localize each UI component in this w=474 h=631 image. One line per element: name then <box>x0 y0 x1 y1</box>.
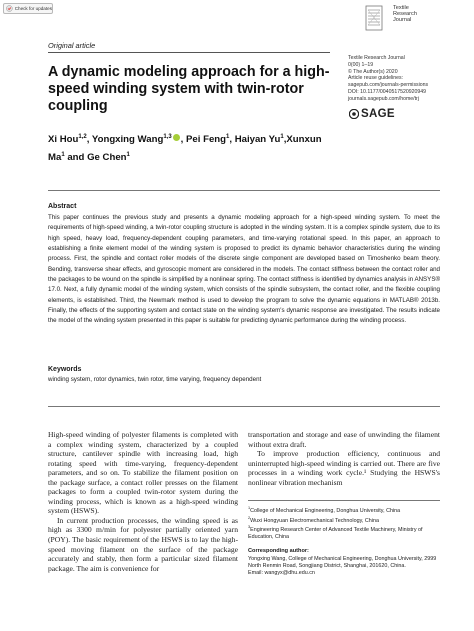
corresponding-author-address: Yongxing Wang, College of Mechanical Engineering, Donghua University, 2999 North Renmin Road, Songjiang District, Shanghai, 201620, China. <box>248 556 437 569</box>
footnote-divider <box>248 500 440 501</box>
author-name: Haiyan Yu <box>234 134 281 146</box>
journal-info-reuse: Article reuse guidelines: <box>348 75 404 82</box>
affiliation-text: College of Mechanical Engineering, Donghua University, China <box>250 507 401 514</box>
sage-logo-icon <box>349 109 359 119</box>
affiliation-marker: 1 <box>248 506 251 510</box>
author-affiliation-marker: 1,2 <box>78 134 87 140</box>
author-separator: , <box>86 134 92 146</box>
article-title: A dynamic modeling approach for a high-speed winding system with twin-rotor coupling <box>48 64 330 114</box>
author-affiliation-marker: 1 <box>61 151 65 158</box>
keywords-heading: Keywords <box>48 366 82 373</box>
affiliation-text: Engineering Research Center of Advanced Textile Machinery, Ministry of Education, China <box>248 527 423 541</box>
abstract-text: This paper continues the previous study and presents a dynamic modeling approach for a high-speed winding system. To meet the requirements of high-speed winding, a twin-rotor coupling structure is adopted in the winding system. It is a complex spindle system, due to its high speed, heavy load, frequency-dependent coupling parameters, and time-varying rotational speed. In this paper, an approach to establishing a finite element model of the winding system is proposed to predict its dynamic behavior characteristics during the winding process. First, the spindle and contact roller models of the discrete single component are developed based on Timoshenko beam theory. Bending, transverse shear effects, and gyroscopic moment are considered in the models. The contact stiffness between the contact roller and the packages to be wound on the spindle is simplified by a nonlinear spring. The contact stiffness is identified by dynamics analysis in ANSYS® 17.0. Next, a fully dynamic model of the winding system, which consists of the spindle subsystem, the contact roller, and the flexible coupling elements, is established. Third, the Newmark method is used to develop the program to solve the dynamic equations in MATLAB® 2013b. Finally, the effects of the supporting system and contact state on the winding system's dynamic response are investigated. The results indicate the model of the winding system presented in this paper is suitable for predicting dynamic performance during the winding process. <box>48 214 440 325</box>
orcid-icon[interactable] <box>173 134 180 141</box>
author-name: Ge Chen <box>87 151 127 163</box>
journal-permissions-link[interactable]: sagepub.com/journals-permissions <box>348 82 429 89</box>
journal-name-line: Textile <box>393 5 409 11</box>
affiliation-marker: 3 <box>248 525 251 530</box>
author-list <box>48 130 338 165</box>
journal-name <box>393 5 443 24</box>
body-paragraph: transportation and storage and ease of unwinding the filament without extra draft. <box>248 430 440 449</box>
publisher-logo <box>349 108 395 120</box>
affiliation-item <box>248 524 440 541</box>
article-type: Original article <box>48 41 96 50</box>
author-name: Xunxun Ma <box>48 134 322 163</box>
author-name: Yongxing Wang <box>91 134 164 146</box>
header-divider <box>48 52 330 53</box>
corresponding-author-email[interactable]: Email: wangyx@dhu.edu.cn <box>248 569 315 576</box>
affiliation-item <box>248 515 440 525</box>
body-paragraph: To improve production efficiency, continuous and uninterrupted high-speed winding is carried out. There are five processes in a winding work cycle.¹ Studying the HSWS's nonlinear vibration mechanism <box>248 449 440 487</box>
body-top-divider <box>48 406 440 407</box>
corresponding-author-details <box>248 556 440 577</box>
publisher-name: SAGE <box>361 108 395 120</box>
author-separator: and <box>64 151 88 163</box>
author-affiliation-marker: 1 <box>126 151 130 158</box>
author-separator: , <box>229 134 235 146</box>
journal-info-copyright: © The Author(s) 2020 <box>348 68 398 75</box>
journal-home-link[interactable]: journals.sagepub.com/home/trj <box>348 95 419 102</box>
affiliation-text: Wuxi Hongyuan Electromechanical Technology, China <box>250 517 379 524</box>
journal-doi-link[interactable]: DOI: 10.1177/0040517520920949 <box>348 88 427 95</box>
body-column-left <box>48 430 238 573</box>
check-for-updates-button[interactable] <box>3 3 53 14</box>
author-affiliation-marker: 1 <box>280 134 284 140</box>
abstract-heading: Abstract <box>48 203 77 210</box>
abstract-top-divider <box>48 190 440 191</box>
author-separator: , <box>283 134 287 146</box>
journal-name-line: Journal <box>393 17 412 24</box>
check-for-updates-label: Check for updates <box>14 6 52 11</box>
author-affiliation-marker: 1,3 <box>163 134 172 140</box>
keywords-text: winding system, rotor dynamics, twin rotor, time varying, frequency dependent <box>48 376 262 383</box>
journal-info-name: Textile Research Journal <box>348 55 405 61</box>
journal-info-volume: 0(00) 1–19 <box>348 61 374 68</box>
journal-logo-icon <box>364 4 384 32</box>
affiliation-item <box>248 505 440 515</box>
body-paragraph: In current production processes, the winding speed is as high as 3300 m/min for polyester partially oriented yarn (POY). The basic requirement of the HSWS is to lay the high-speed moving filament on the surface of the package accurately and stably, then form a particular sized filament package. The aim is convenience for <box>48 515 238 573</box>
author-name: Xi Hou <box>48 134 79 146</box>
update-badge-icon <box>6 5 13 12</box>
author-name: Pei Feng <box>186 134 226 146</box>
body-column-right <box>248 430 440 487</box>
journal-name-line: Research <box>393 11 417 18</box>
corresponding-author-heading: Corresponding author: <box>248 548 309 554</box>
journal-info <box>348 55 458 103</box>
affiliation-list <box>248 505 440 541</box>
affiliation-marker: 2 <box>248 515 251 520</box>
author-separator: , <box>180 134 187 146</box>
author-affiliation-marker: 1 <box>226 134 230 140</box>
body-paragraph: High-speed winding of polyester filaments is completed with a complex winding system, characterized by a coupled structure, cantilever spindle with increasing load, high rotating speed with time-varying, frequency-dependent parameters, and so on. To stabilize the filament position on the package surface, a contact roller presses on the filament packages to form a coupled twin-rotor system during the winding process, which is known as a high-speed winding system (HSWS). <box>48 430 238 516</box>
